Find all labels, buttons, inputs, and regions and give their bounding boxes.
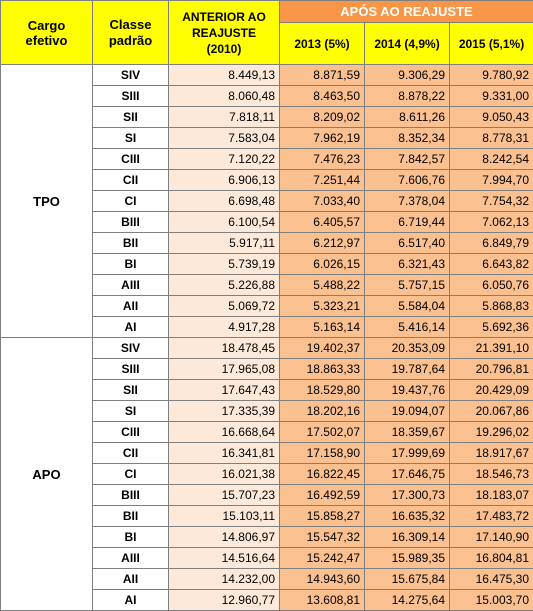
value-2015-cell: 20.796,81 [450,359,533,380]
classe-cell: BII [93,233,169,254]
anterior-cell: 15.103,11 [169,506,280,527]
anterior-cell: 7.818,11 [169,107,280,128]
value-2014-cell: 5.757,15 [365,275,450,296]
anterior-cell: 8.060,48 [169,86,280,107]
value-2014-cell: 17.999,69 [365,443,450,464]
value-2015-cell: 17.483,72 [450,506,533,527]
value-2015-cell: 15.003,70 [450,590,533,611]
anterior-cell: 16.341,81 [169,443,280,464]
anterior-cell: 15.707,23 [169,485,280,506]
table-body [1,65,533,611]
classe-cell: SIII [93,359,169,380]
value-2013-cell: 7.033,40 [280,191,365,212]
value-2015-cell: 8.778,31 [450,128,533,149]
value-2014-cell: 16.635,32 [365,506,450,527]
value-2013-cell: 18.863,33 [280,359,365,380]
header-cargo: Cargo efetivo [1,1,93,65]
value-2014-cell: 6.719,44 [365,212,450,233]
value-2013-cell: 15.858,27 [280,506,365,527]
anterior-cell: 14.232,00 [169,569,280,590]
classe-cell: AI [93,590,169,611]
classe-cell: AIII [93,275,169,296]
anterior-cell: 6.100,54 [169,212,280,233]
header-2015: 2015 (5,1%) [450,23,533,65]
value-2015-cell: 18.183,07 [450,485,533,506]
value-2015-cell: 6.643,82 [450,254,533,275]
value-2015-cell: 6.050,76 [450,275,533,296]
value-2015-cell: 9.050,43 [450,107,533,128]
value-2014-cell: 18.359,67 [365,422,450,443]
value-2014-cell: 20.353,09 [365,338,450,359]
value-2015-cell: 7.062,13 [450,212,533,233]
anterior-cell: 6.698,48 [169,191,280,212]
value-2014-cell: 19.437,76 [365,380,450,401]
anterior-cell: 5.226,88 [169,275,280,296]
classe-cell: AIII [93,548,169,569]
value-2013-cell: 17.158,90 [280,443,365,464]
value-2015-cell: 16.804,81 [450,548,533,569]
anterior-cell: 5.917,11 [169,233,280,254]
value-2013-cell: 7.962,19 [280,128,365,149]
anterior-cell: 5.739,19 [169,254,280,275]
value-2015-cell: 20.429,09 [450,380,533,401]
classe-cell: CIII [93,149,169,170]
value-2014-cell: 15.989,35 [365,548,450,569]
classe-cell: CIII [93,422,169,443]
anterior-cell: 4.917,28 [169,317,280,338]
value-2014-cell: 8.611,26 [365,107,450,128]
value-2015-cell: 7.994,70 [450,170,533,191]
value-2014-cell: 16.309,14 [365,527,450,548]
value-2013-cell: 7.476,23 [280,149,365,170]
value-2013-cell: 18.529,80 [280,380,365,401]
classe-cell: SI [93,128,169,149]
value-2015-cell: 7.754,32 [450,191,533,212]
classe-cell: BI [93,527,169,548]
value-2013-cell: 6.026,15 [280,254,365,275]
value-2013-cell: 15.242,47 [280,548,365,569]
value-2015-cell: 18.546,73 [450,464,533,485]
anterior-cell: 12.960,77 [169,590,280,611]
value-2015-cell: 8.242,54 [450,149,533,170]
value-2013-cell: 19.402,37 [280,338,365,359]
value-2013-cell: 15.547,32 [280,527,365,548]
header-anterior: ANTERIOR AO REAJUSTE (2010) [169,1,280,65]
table-row [1,338,533,359]
classe-cell: CI [93,464,169,485]
value-2014-cell: 6.517,40 [365,233,450,254]
cargo-cell: TPO [1,65,93,338]
header-classe: Classe padrão [93,1,169,65]
anterior-cell: 14.516,64 [169,548,280,569]
classe-cell: BIII [93,485,169,506]
table-row [1,65,533,86]
classe-cell: SII [93,107,169,128]
value-2013-cell: 17.502,07 [280,422,365,443]
value-2013-cell: 8.463,50 [280,86,365,107]
value-2014-cell: 15.675,84 [365,569,450,590]
value-2014-cell: 19.787,64 [365,359,450,380]
classe-cell: AII [93,569,169,590]
anterior-cell: 18.478,45 [169,338,280,359]
anterior-cell: 5.069,72 [169,296,280,317]
classe-cell: SIV [93,65,169,86]
value-2013-cell: 6.212,97 [280,233,365,254]
value-2014-cell: 8.878,22 [365,86,450,107]
value-2015-cell: 5.868,83 [450,296,533,317]
value-2014-cell: 6.321,43 [365,254,450,275]
value-2013-cell: 5.323,21 [280,296,365,317]
value-2015-cell: 9.780,92 [450,65,533,86]
anterior-cell: 16.021,38 [169,464,280,485]
value-2013-cell: 14.943,60 [280,569,365,590]
value-2014-cell: 9.306,29 [365,65,450,86]
classe-cell: BII [93,506,169,527]
value-2015-cell: 6.849,79 [450,233,533,254]
value-2015-cell: 5.692,36 [450,317,533,338]
header-apos: APÓS AO REAJUSTE [280,1,533,23]
anterior-cell: 16.668,64 [169,422,280,443]
anterior-cell: 14.806,97 [169,527,280,548]
anterior-cell: 7.120,22 [169,149,280,170]
classe-cell: BIII [93,212,169,233]
cargo-cell: APO [1,338,93,611]
value-2015-cell: 18.917,67 [450,443,533,464]
header-2014: 2014 (4,9%) [365,23,450,65]
anterior-cell: 17.965,08 [169,359,280,380]
classe-cell: BI [93,254,169,275]
classe-cell: SIII [93,86,169,107]
value-2013-cell: 8.209,02 [280,107,365,128]
classe-cell: AII [93,296,169,317]
header-2013: 2013 (5%) [280,23,365,65]
anterior-cell: 7.583,04 [169,128,280,149]
value-2014-cell: 8.352,34 [365,128,450,149]
value-2015-cell: 19.296,02 [450,422,533,443]
value-2013-cell: 5.163,14 [280,317,365,338]
value-2014-cell: 7.606,76 [365,170,450,191]
classe-cell: SII [93,380,169,401]
value-2014-cell: 7.378,04 [365,191,450,212]
anterior-cell: 6.906,13 [169,170,280,191]
value-2015-cell: 20.067,86 [450,401,533,422]
value-2015-cell: 17.140,90 [450,527,533,548]
value-2013-cell: 5.488,22 [280,275,365,296]
anterior-cell: 17.335,39 [169,401,280,422]
classe-cell: CII [93,170,169,191]
value-2014-cell: 5.416,14 [365,317,450,338]
value-2013-cell: 8.871,59 [280,65,365,86]
anterior-cell: 17.647,43 [169,380,280,401]
classe-cell: SIV [93,338,169,359]
classe-cell: CI [93,191,169,212]
value-2015-cell: 9.331,00 [450,86,533,107]
value-2014-cell: 17.300,73 [365,485,450,506]
anterior-cell: 8.449,13 [169,65,280,86]
value-2014-cell: 14.275,64 [365,590,450,611]
value-2014-cell: 19.094,07 [365,401,450,422]
value-2013-cell: 7.251,44 [280,170,365,191]
classe-cell: SI [93,401,169,422]
value-2014-cell: 7.842,57 [365,149,450,170]
classe-cell: CII [93,443,169,464]
classe-cell: AI [93,317,169,338]
value-2013-cell: 6.405,57 [280,212,365,233]
value-2015-cell: 21.391,10 [450,338,533,359]
value-2013-cell: 16.492,59 [280,485,365,506]
value-2015-cell: 16.475,30 [450,569,533,590]
value-2014-cell: 17.646,75 [365,464,450,485]
value-2013-cell: 18.202,16 [280,401,365,422]
value-2014-cell: 5.584,04 [365,296,450,317]
value-2013-cell: 16.822,45 [280,464,365,485]
value-2013-cell: 13.608,81 [280,590,365,611]
